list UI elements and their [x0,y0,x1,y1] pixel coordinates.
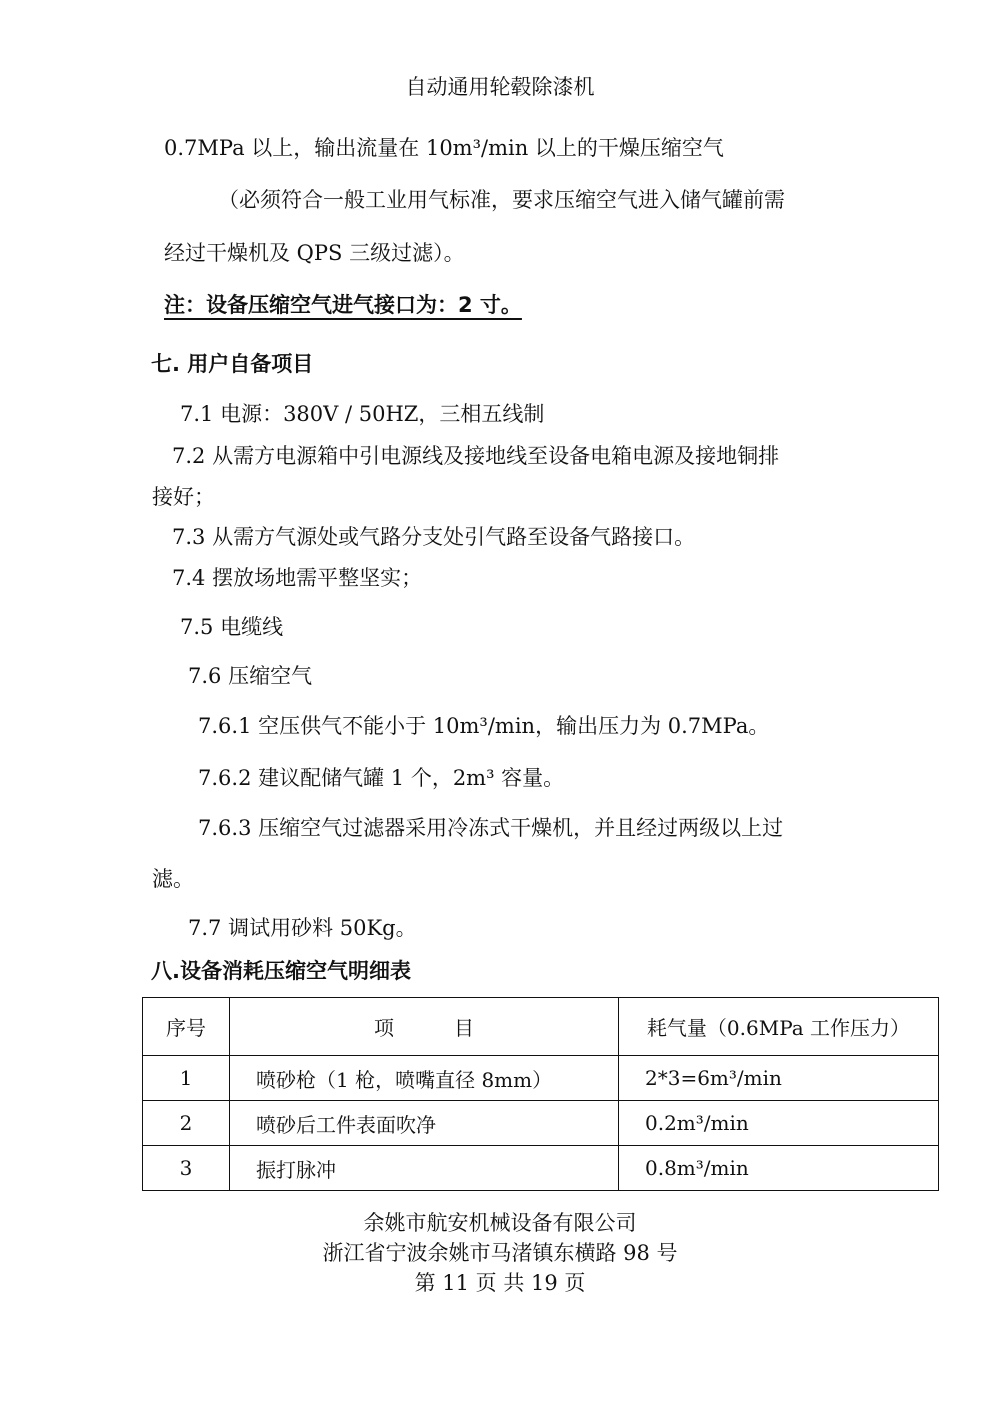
table-row [143,1056,939,1101]
footer-company: 余姚市航安机械设备有限公司 [363,1211,637,1235]
item-7-2-continued: 接好； [152,485,215,509]
item-7-5: 7.5 电缆线 [180,615,284,639]
table-header-row [143,998,939,1056]
document-header-title: 自动通用轮毂除漆机 [405,75,595,99]
row-no: 2 [143,1101,230,1146]
table-row [143,1101,939,1146]
row-no: 3 [143,1146,230,1191]
item-7-7: 7.7 调试用砂料 50Kg。 [188,916,417,940]
section-7-heading: 七. 用户自备项目 [151,352,314,376]
air-consumption-table [142,997,939,1191]
row-item: 喷砂后工件表面吹净 [230,1101,619,1146]
footer-page-number: 第 11 页 共 19 页 [414,1271,586,1295]
paragraph-air-filter: 经过干燥机及 QPS 三级过滤）。 [164,241,465,265]
item-7-1: 7.1 电源：380V / 50HZ，三相五线制 [180,402,545,426]
item-7-3: 7.3 从需方气源处或气路分支处引气路至设备气路接口。 [172,525,696,549]
row-usage: 0.2m³/min [619,1101,939,1146]
row-usage: 0.8m³/min [619,1146,939,1191]
row-item: 喷砂枪（1 枪，喷嘴直径 8mm） [230,1056,619,1101]
paragraph-air-standard: （必须符合一般工业用气标准，要求压缩空气进入储气罐前需 [218,188,785,212]
row-usage: 2*3=6m³/min [619,1056,939,1101]
item-7-4: 7.4 摆放场地需平整坚实； [172,566,423,590]
item-7-6-3-continued: 滤。 [152,867,194,891]
note-air-inlet: 注：设备压缩空气进气接口为：2 寸。 [164,293,522,317]
row-item: 振打脉冲 [230,1146,619,1191]
footer-address: 浙江省宁波余姚市马渚镇东横路 98 号 [322,1241,678,1265]
item-7-6: 7.6 压缩空气 [188,664,313,688]
header-no: 序号 [143,998,230,1056]
section-8-heading: 八.设备消耗压缩空气明细表 [151,959,411,983]
header-item: 项 目 [230,998,619,1056]
item-7-2: 7.2 从需方电源箱中引电源线及接地线至设备电箱电源及接地铜排 [172,444,780,468]
item-7-6-2: 7.6.2 建议配储气罐 1 个，2m³ 容量。 [198,766,565,790]
header-usage: 耗气量（0.6MPa 工作压力） [619,998,939,1056]
paragraph-air-supply: 0.7MPa 以上，输出流量在 10m³/min 以上的干燥压缩空气 [164,136,724,160]
row-no: 1 [143,1056,230,1101]
item-7-6-1: 7.6.1 空压供气不能小于 10m³/min，输出压力为 0.7MPa。 [198,714,770,738]
item-7-6-3: 7.6.3 压缩空气过滤器采用冷冻式干燥机，并且经过两级以上过 [198,816,784,840]
table-row [143,1146,939,1191]
